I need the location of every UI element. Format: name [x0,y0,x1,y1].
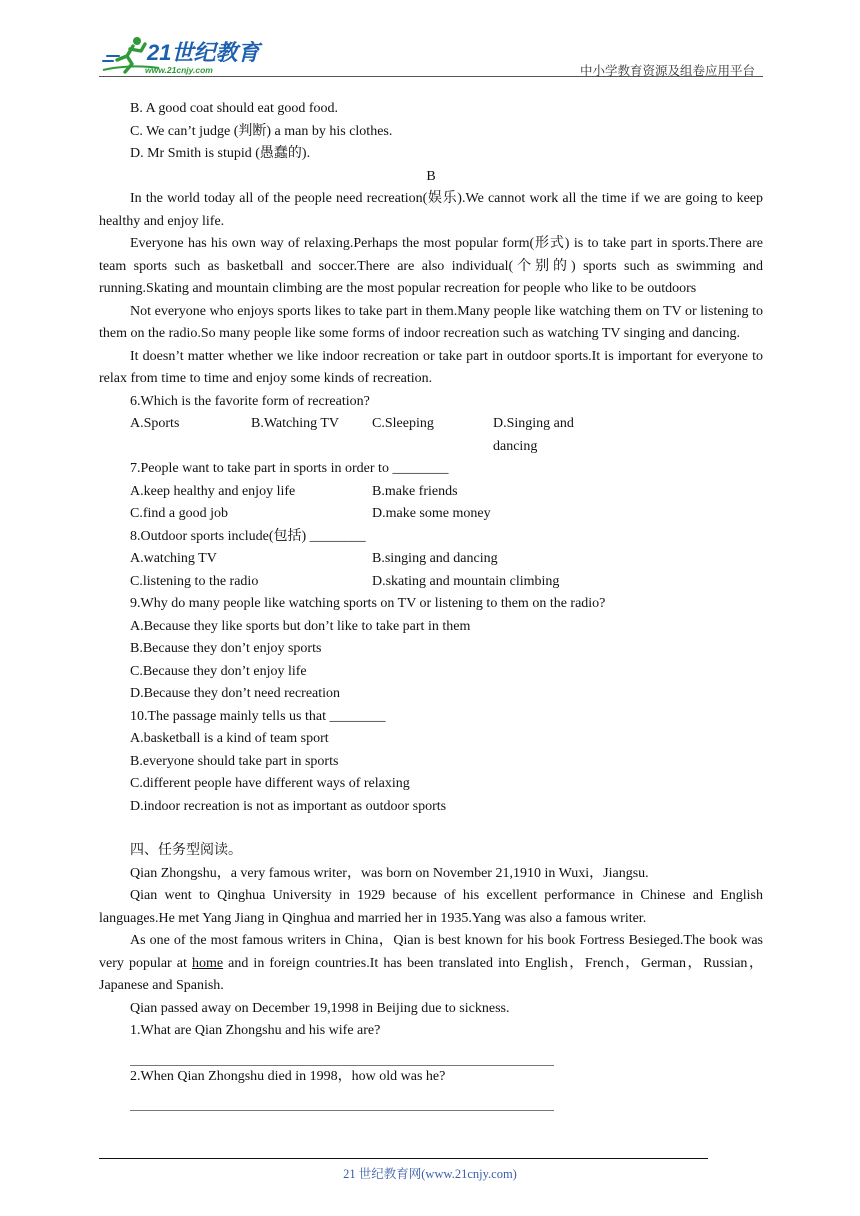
question-stem: 6.Which is the favorite form of recreation? [130,393,370,409]
option: D.Singing and dancing [493,416,574,454]
question-options [99,413,763,458]
question-stem: 2.When Qian Zhongshu died in 1998，how old was he? [130,1068,446,1084]
option: C.find a good job [130,506,228,521]
option: A.basketball is a kind of team sport [130,731,329,746]
option: A.watching TV [130,551,217,566]
passage-paragraph: Not everyone who enjoys sports likes to take part in them.Many people like watching them on TV or listening to them on the radio.So many people like some forms of indoor recreation such as watching TV singing and dancing. [99,303,763,341]
passage-paragraph: Qian went to Qinghua University in 1929 because of his excellent performance in Chinese and English languages.He met Yang Jiang in Qinghua and married her in 1935.Yang was also a famous writer. [99,888,763,926]
logo-url: www.21cnjy.com [145,65,213,75]
option: A.keep healthy and enjoy life [130,483,296,499]
footer-text: 21 世纪教育网(www.21cnjy.com) [343,1167,517,1181]
question-stem: 1.What are Qian Zhongshu and his wife are? [130,1023,381,1038]
section-gap [99,818,763,840]
question-options [99,503,763,526]
option: A.Because they like sports but don’t like to take part in them [130,618,471,634]
answer-blank[interactable] [130,1088,554,1111]
underlined-word: home [191,955,224,971]
passage-paragraph [99,930,763,998]
prev-option: D. Mr Smith is stupid (愚蠢的). [130,146,311,161]
passage-paragraph: Qian Zhongshu，a very famous writer，was born on November 21,1910 in Wuxi，Jiangsu. [130,865,649,881]
platform-tagline: 中小学教育资源及组卷应用平台 [579,64,755,78]
prev-option: C. We can’t judge (判断) a man by his clothes. [130,123,393,139]
document-body [99,98,763,1111]
question-options [99,571,763,594]
option: D.make some money [372,506,491,521]
passage-paragraph: It doesn’t matter whether we like indoor recreation or take part in outdoor sports.It is important for everyone to relax from time to time and enjoy some kinds of recreation. [99,348,763,386]
option: C.different people have different ways of relaxing [130,776,410,791]
option: B.singing and dancing [372,551,498,566]
paragraph-text: and in foreign countries.It has been translated into English，French，German，Russian，Japanese and Spanish. [99,955,763,993]
option: B.make friends [372,483,458,499]
question-stem: 7.People want to take part in sports in order to ________ [130,461,449,476]
option: D.Because they don’t need recreation [130,686,341,701]
question-options [99,481,763,504]
site-logo [99,34,269,78]
option: D.skating and mountain climbing [372,573,560,589]
option: C.Because they don’t enjoy life [130,663,307,679]
footer-divider [99,1158,708,1159]
page-header [99,34,763,78]
question-stem: 9.Why do many people like watching sports on TV or listening to them on the radio? [130,596,606,611]
section-b-label: B [426,168,436,184]
question-stem: 10.The passage mainly tells us that ________ [130,708,386,724]
option: A.Sports [130,416,180,431]
question-options [99,548,763,571]
option: B.everyone should take part in sports [130,753,339,769]
option: B.Watching TV [251,416,340,431]
runner-logo-icon [99,34,269,78]
question-stem: 8.Outdoor sports include(包括) ________ [130,528,366,544]
option: B.Because they don’t enjoy sports [130,641,322,656]
option: D.indoor recreation is not as important as outdoor sports [130,798,447,814]
answer-blank[interactable] [130,1043,554,1066]
option: C.listening to the radio [130,573,259,589]
option: C.Sleeping [372,416,434,431]
section-title: 四、任务型阅读。 [130,843,242,858]
prev-option: B. A good coat should eat good food. [130,101,339,116]
passage-paragraph: In the world today all of the people need recreation(娱乐).We cannot work all the time if we are going to keep healthy and enjoy life. [99,191,763,229]
passage-paragraph: Everyone has his own way of relaxing.Perhaps the most popular form(形式) is to take part in sports.There are team sports such as basketball and soccer.There are also individual(个别的) sports such as swimming and running.Skating and mountain climbing are the most popular recreation for people who like to be outdoors [99,236,763,296]
logo-text: 21世纪教育 [147,40,260,65]
header-divider [99,76,763,77]
passage-paragraph: Qian passed away on December 19,1998 in Beijing due to sickness. [130,1000,510,1016]
paragraph-text: As one of the most famous writers in China，Qian is best known for his book Fortress Besieged.The book was very popular at [99,933,763,971]
